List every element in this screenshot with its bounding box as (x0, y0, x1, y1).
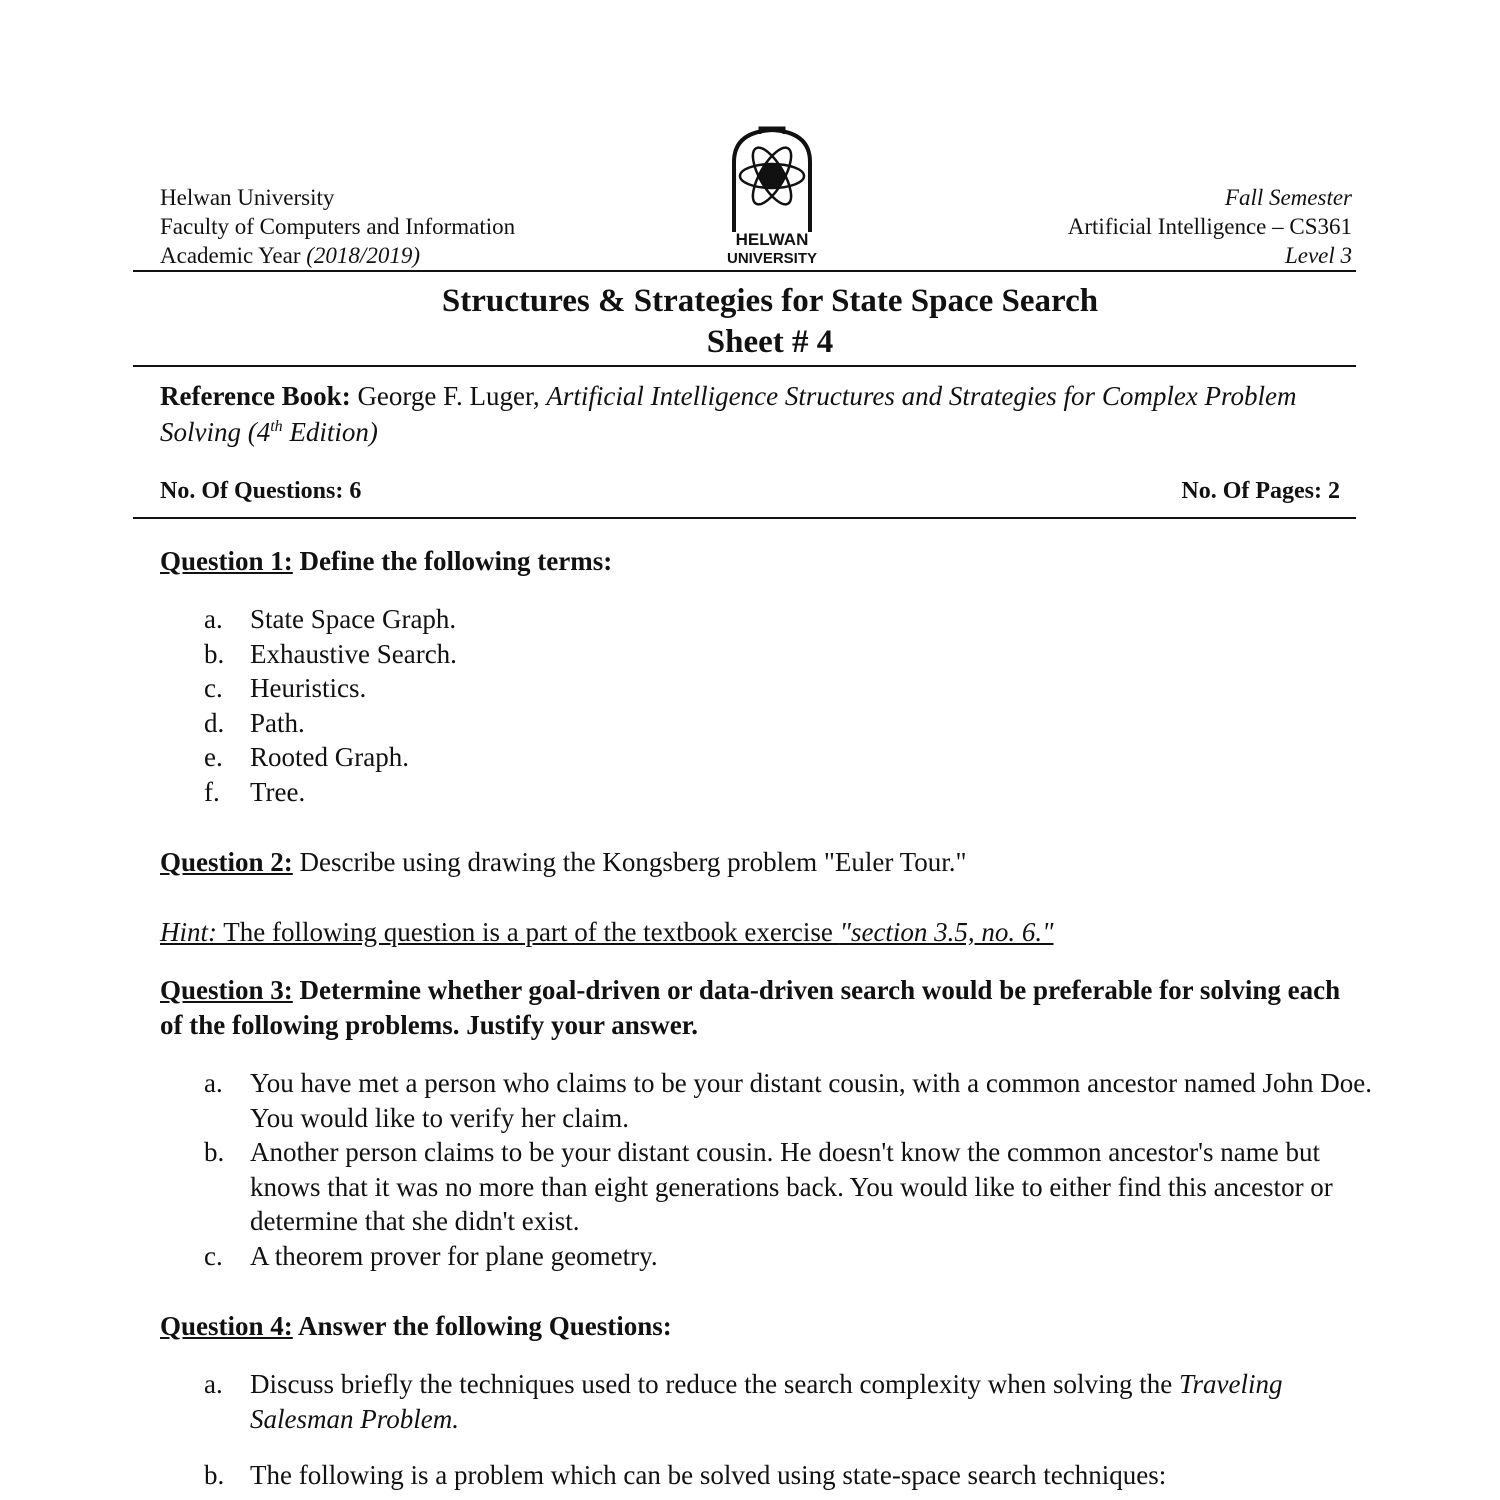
faculty-name: Faculty of Computers and Information (160, 214, 516, 239)
item-letter: d. (204, 707, 225, 738)
question-1-heading (160, 544, 612, 579)
list-item (200, 671, 1380, 706)
reference-book (160, 378, 1350, 450)
semester: Fall Semester (1224, 185, 1352, 210)
item-text-main: Discuss briefly the techniques used to reduce the search complexity when solving the (250, 1369, 1179, 1399)
question-3-heading (160, 973, 1350, 1043)
header-divider (133, 270, 1356, 272)
list-item (200, 1239, 1380, 1274)
item-letter: a. (204, 1068, 223, 1098)
list-item (200, 1367, 1380, 1436)
header-course-block (1068, 183, 1352, 270)
item-letter: e. (204, 742, 223, 772)
question-4-heading (160, 1309, 672, 1344)
item-text: Tree. (250, 776, 306, 807)
item-letter: c. (204, 1240, 223, 1271)
question-4-label: Question 4: (160, 1311, 293, 1341)
list-item (200, 1458, 1380, 1493)
item-letter: c. (204, 673, 223, 703)
list-item (200, 637, 1380, 672)
question-1-list (200, 602, 1380, 809)
item-text: Another person claims to be your distant cousin. He doesn't know the common ancestor's name but knows that it was no more than eight generations back. You would like to either find this ancestor or determine that she didn't exist. (250, 1137, 1333, 1236)
item-text: Exhaustive Search. (250, 638, 457, 669)
hint-label: Hint: (160, 917, 217, 947)
helwan-university-logo (710, 124, 834, 270)
list-item (200, 602, 1380, 637)
question-1-text: Define the following terms: (292, 546, 613, 576)
header-institution-block (160, 183, 515, 270)
question-4-list (200, 1367, 1380, 1493)
item-text: State Space Graph. (250, 604, 457, 634)
course-name: Artificial Intelligence – CS361 (1067, 214, 1352, 239)
academic-year (160, 241, 515, 270)
question-3-list (200, 1066, 1380, 1273)
university-seal-icon (710, 124, 834, 270)
item-text: You have met a person who claims to be your distant cousin, with a common ancestor named John Doe. You would like to verify her claim. (250, 1068, 1373, 1133)
academic-year-label: Academic Year (160, 243, 307, 268)
item-letter: b. (204, 1137, 225, 1167)
questions-count: No. Of Questions: 6 (160, 478, 362, 504)
list-item (200, 775, 1380, 810)
hint-reference: "section 3.5, no. 6." (839, 917, 1054, 947)
pages-count: No. Of Pages: 2 (1181, 478, 1340, 504)
edition-tail: Edition) (282, 417, 378, 447)
item-text-italic: Traveling Salesman Problem. (250, 1369, 1283, 1434)
item-letter: b. (204, 638, 225, 669)
list-item (200, 1066, 1380, 1135)
info-divider (133, 517, 1356, 519)
list-item (200, 740, 1380, 775)
item-text: Rooted Graph. (250, 742, 409, 772)
item-letter: b. (204, 1460, 225, 1490)
question-3-label: Question 3: (160, 975, 293, 1005)
list-item (200, 1135, 1380, 1239)
item-text: A theorem prover for plane geometry. (250, 1240, 658, 1271)
page-title: Structures & Strategies for State Space Search (441, 283, 1099, 319)
reference-author: George F. Luger, (350, 381, 547, 411)
question-3-text: Determine whether goal-driven or data-driven search would be preferable for solving each of the following problems. Justify your answer. (160, 975, 1341, 1040)
question-2-text: Describe using drawing the Kongsberg problem "Euler Tour." (292, 847, 967, 877)
academic-year-value: (2018/2019) (306, 243, 420, 268)
reference-title-text: Artificial Intelligence Structures and Strategies for Complex Problem Solving (4 (160, 381, 1297, 447)
sheet-number: Sheet # 4 (706, 324, 834, 360)
question-2 (160, 845, 967, 880)
logo-text-line1: HELWAN (735, 230, 809, 249)
item-letter: a. (204, 1369, 223, 1399)
item-text: Heuristics. (250, 673, 367, 703)
hint-text: The following question is a part of the textbook exercise (217, 917, 840, 947)
item-letter: f. (204, 776, 220, 807)
logo-text-line2: UNIVERSITY (726, 250, 818, 267)
title-divider (133, 365, 1356, 367)
item-text (250, 1367, 1300, 1436)
item-letter: a. (204, 604, 223, 634)
question-1-label: Question 1: (160, 546, 293, 576)
question-2-label: Question 2: (160, 847, 293, 877)
item-text: Path. (250, 707, 305, 738)
question-4-text: Answer the following Questions: (292, 1311, 672, 1341)
item-text: The following is a problem which can be solved using state-space search techniques: (250, 1460, 1167, 1490)
edition-superscript: th (270, 418, 283, 435)
list-item (200, 706, 1380, 741)
university-name: Helwan University (160, 185, 335, 210)
hint (160, 915, 1054, 950)
reference-label: Reference Book: (160, 381, 351, 411)
course-level: Level 3 (1284, 243, 1352, 268)
